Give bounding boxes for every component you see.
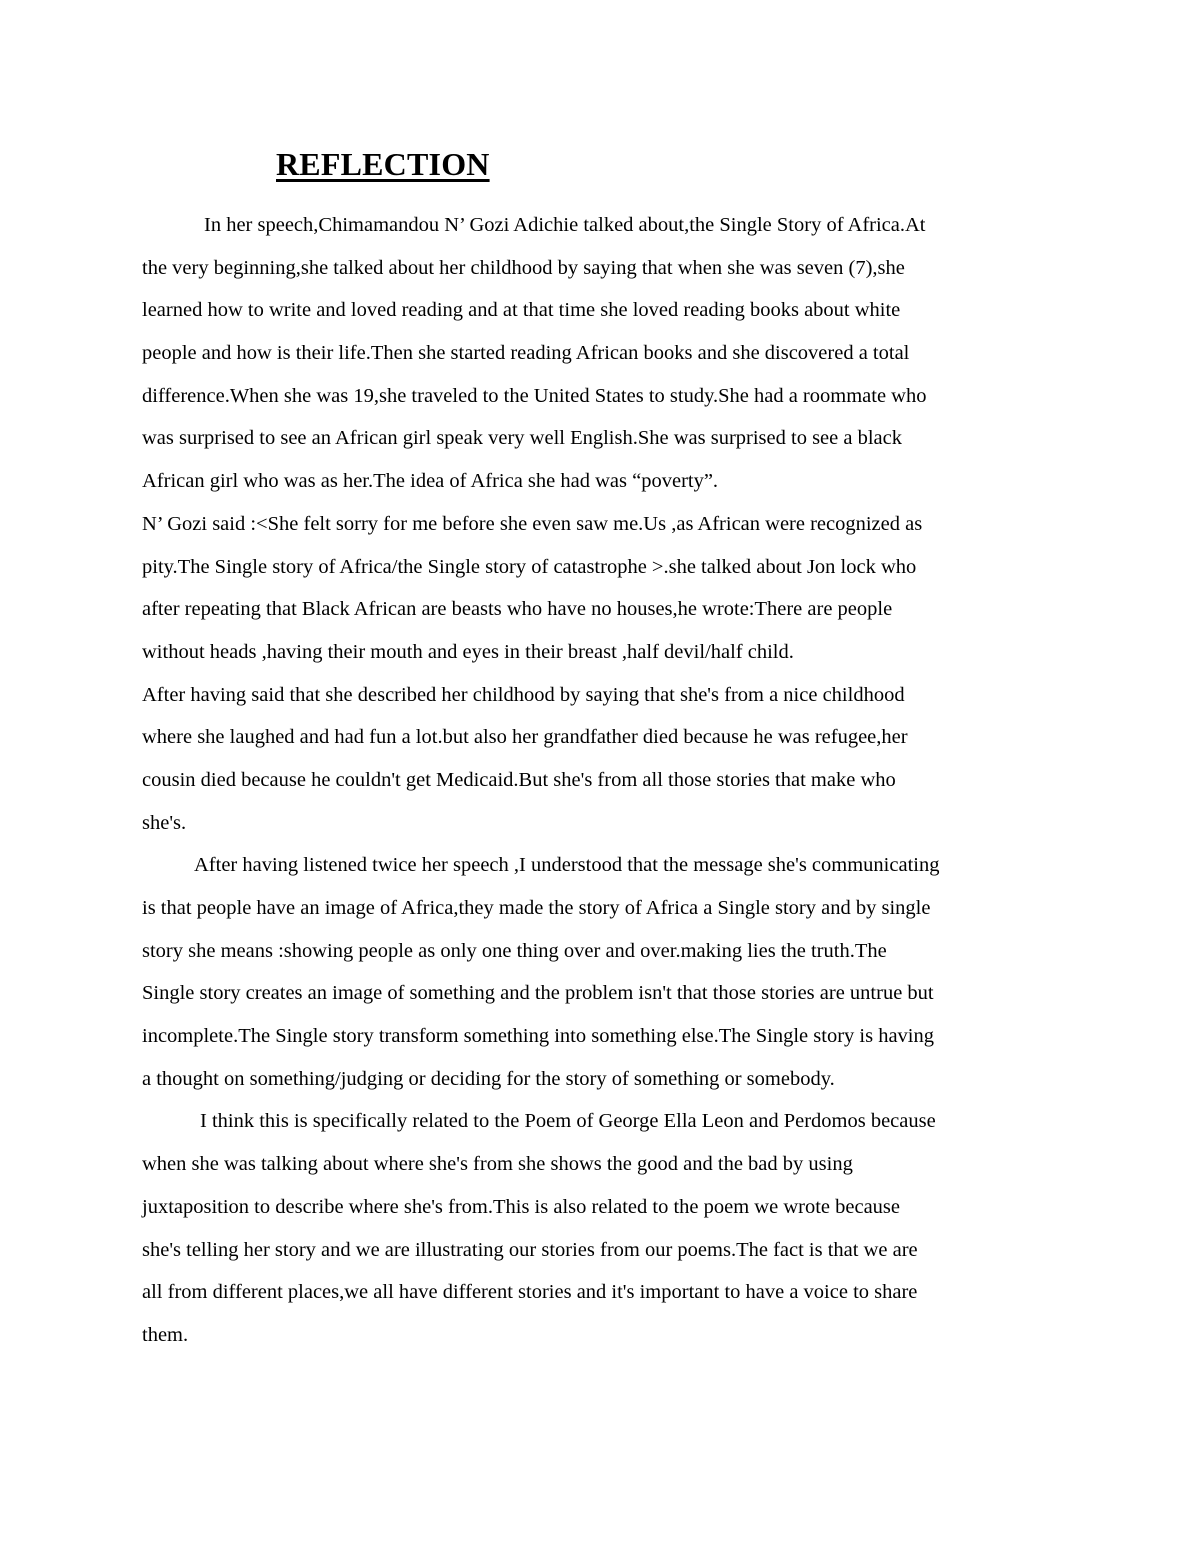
text-line: when she was talking about where she's from she shows the good and the bad by using <box>142 1153 853 1176</box>
text-line: a thought on something/judging or deciding for the story of something or somebody. <box>142 1067 835 1090</box>
text-line: she's. <box>142 811 187 834</box>
text-line: incomplete.The Single story transform something into something else.The Single story is having <box>142 1025 934 1048</box>
text-line: the very beginning,she talked about her childhood by saying that when she was seven (7),she <box>142 256 905 279</box>
text-line: After having said that she described her childhood by saying that she's from a nice childhood <box>142 683 905 706</box>
text-line: pity.The Single story of Africa/the Single story of catastrophe >.she talked about Jon lock who <box>142 555 917 578</box>
text-line: cousin died because he couldn't get Medicaid.But she's from all those stories that make who <box>142 768 896 791</box>
text-line: people and how is their life.Then she started reading African books and she discovered a total <box>142 342 910 365</box>
document-body <box>142 204 1062 1357</box>
text-line: Single story creates an image of something and the problem isn't that those stories are untrue but <box>142 982 934 1005</box>
text-line: after repeating that Black African are beasts who have no houses,he wrote:There are people <box>142 598 893 621</box>
text-line: After having listened twice her speech ,I understood that the message she's communicating <box>194 854 940 877</box>
text-line: story she means :showing people as only one thing over and over.making lies the truth.The <box>142 939 887 962</box>
document-title: REFLECTION <box>276 146 490 182</box>
text-line: them. <box>142 1323 189 1346</box>
text-line: was surprised to see an African girl speak very well English.She was surprised to see a black <box>142 427 903 450</box>
text-line: juxtaposition to describe where she's from.This is also related to the poem we wrote because <box>142 1195 900 1218</box>
text-line: I think this is specifically related to the Poem of George Ella Leon and Perdomos because <box>200 1110 936 1133</box>
text-line: learned how to write and loved reading and at that time she loved reading books about white <box>142 299 901 322</box>
text-line: difference.When she was 19,she traveled to the United States to study.She had a roommate who <box>142 384 927 407</box>
text-line: without heads ,having their mouth and eyes in their breast ,half devil/half child. <box>142 640 794 663</box>
text-line: is that people have an image of Africa,they made the story of Africa a Single story and by single <box>142 897 931 919</box>
text-line: N’ Gozi said :<She felt sorry for me before she even saw me.Us ,as African were recognized as <box>142 512 923 535</box>
text-line: she's telling her story and we are illustrating our stories from our poems.The fact is that we are <box>142 1238 918 1261</box>
text-line: In her speech,Chimamandou N’ Gozi Adichie talked about,the Single Story of Africa.At <box>204 214 926 236</box>
text-line: African girl who was as her.The idea of Africa she had was “poverty”. <box>142 470 719 493</box>
text-line: all from different places,we all have different stories and it's important to have a voice to share <box>142 1281 918 1304</box>
text-line: where she laughed and had fun a lot.but also her grandfather died because he was refugee,her <box>142 726 908 749</box>
